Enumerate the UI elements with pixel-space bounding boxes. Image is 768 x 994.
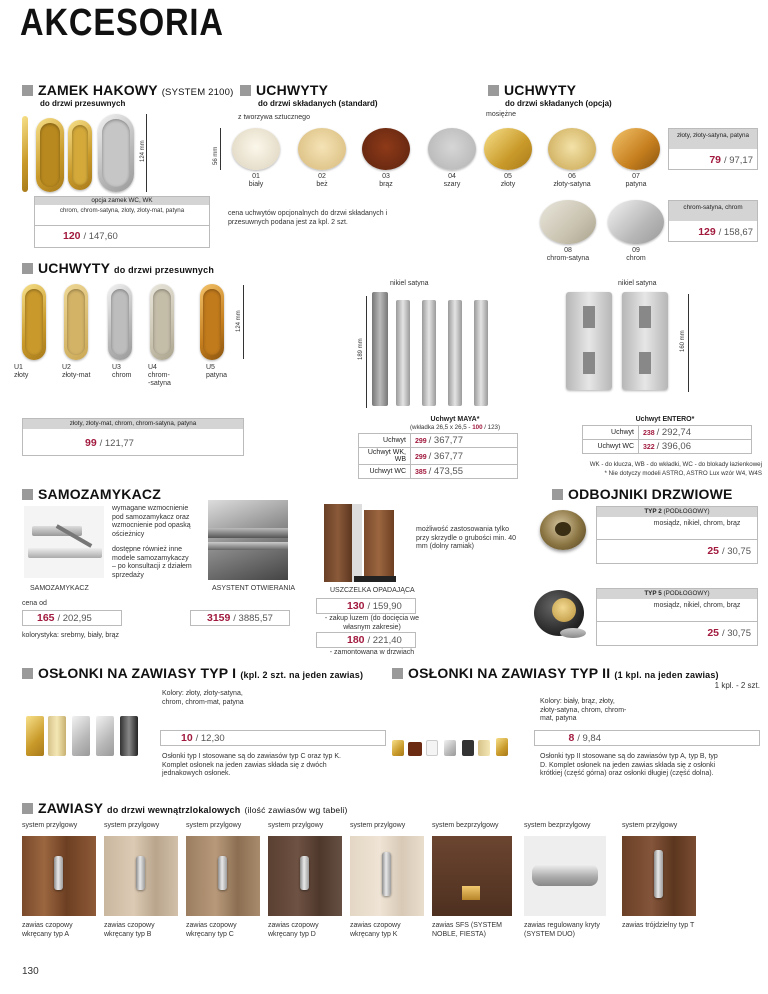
- samozamykacz-image: [24, 506, 104, 578]
- zamek-subtitle: do drzwi przesuwnych: [40, 99, 126, 108]
- uszczelka-label: USZCZELKA OPADAJĄCA: [330, 587, 415, 594]
- page-number: 130: [22, 966, 39, 977]
- handle-04: [428, 128, 476, 170]
- handle-09: [608, 200, 664, 244]
- oslonki1-image: [26, 712, 150, 756]
- uchwyty-opt-title: UCHWYTY: [488, 82, 576, 98]
- maya-finish: nikiel satyna: [390, 280, 429, 287]
- uchwyty-przes-title: UCHWYTY do drzwi przesuwnych: [22, 260, 214, 276]
- uchwyty-opt-note: mosiężne: [486, 111, 516, 118]
- zawias-k-system: system przylgowy: [350, 822, 406, 829]
- uchwyty-std-title: UCHWYTY: [240, 82, 328, 98]
- samozamykacz-price-box: 165 / 202,95: [22, 610, 122, 626]
- zawias-a-name: zawias czopowy wkręcany typ A: [22, 922, 73, 938]
- handle-u3: [108, 284, 132, 360]
- oslonki1-title: OSŁONKI NA ZAWIASY TYP I (kpl. 2 szt. na jeden zawias): [22, 665, 363, 681]
- oslonki2-desc: Osłonki typ II stosowane są do zawiasów typ A, typ B, typ D. Komplet osłonek na jeden zawias składa się z osłonki krótkiej (część górna) oraz osłonki długiej (część dolna).: [540, 753, 718, 777]
- oslonki1-price-box: 10 / 12,30: [160, 730, 386, 746]
- oslonki2-title: OSŁONKI NA ZAWIASY TYP II (1 kpl. na jeden zawias): [392, 665, 719, 681]
- page-title: AKCESORIA: [20, 2, 224, 44]
- handle-01: [232, 128, 280, 170]
- handle-u1: [22, 284, 46, 360]
- uszczelka-desc2: - zamontowana w drzwiach: [329, 649, 415, 656]
- zawias-duo-image: [524, 836, 606, 916]
- entero-footnote: * Nie dotyczy modeli ASTRO, ASTRO Lux wzór W4, W4S: [604, 470, 762, 477]
- samozamykacz-req: wymagane wzmocnienie pod samozamykacz oraz wzmocnienie pod opaską ościeżnicy: [112, 505, 191, 538]
- uchwyty-opt-subtitle: do drzwi składanych (opcja): [505, 99, 612, 108]
- zawias-a-system: system przylgowy: [22, 822, 78, 829]
- zawias-k-image: [350, 836, 424, 916]
- handle-07: [612, 128, 660, 170]
- odbojnik-typ5-image: [532, 588, 592, 648]
- maya-price-table: Uchwyt 299 / 367,77 Uchwyt WK, WB 299 / 367,77 Uchwyt WC 385 / 473,55: [358, 433, 518, 479]
- maya-title: Uchwyt MAYA*: [430, 416, 480, 423]
- handle-05: [484, 128, 532, 170]
- zawias-c-system: system przylgowy: [186, 822, 242, 829]
- samozamykacz-price-from: cena od: [22, 600, 47, 607]
- handle-02: [298, 128, 346, 170]
- asystent-image: [208, 500, 288, 580]
- zawias-t-system: system przylgowy: [622, 822, 678, 829]
- zamek-price-box: opcja zamek WC, WK chrom, chrom-satyna, złoty, złoty-mat, patyna 120 / 147,60: [34, 196, 210, 248]
- odbojnik-typ2-box: TYP 2 (PODŁOGOWY) mosiądz, nikiel, chrom, brąz 25 / 30,75: [596, 506, 758, 564]
- uszczelka-price2-box: 180 / 221,40: [316, 632, 416, 648]
- uchwyty-opt-box2: chrom-satyna, chrom 129 / 158,67: [668, 200, 758, 242]
- samozamykacz-title: SAMOZAMYKACZ: [22, 486, 161, 502]
- oslonki2-colors: Kolory: biały, brąz, złoty, złoty-satyna, chrom, chrom-mat, patyna: [540, 698, 627, 722]
- zawias-k-name: zawias czopowy wkręcany typ K: [350, 922, 401, 938]
- odbojnik-typ5-box: TYP 5 (PODŁOGOWY) mosiądz, nikiel, chrom, brąz 25 / 30,75: [596, 588, 758, 646]
- uchwyty-std-dim: 56 mm: [213, 146, 219, 165]
- zawias-c-image: [186, 836, 260, 916]
- oslonki2-kpl: 1 kpl. - 2 szt.: [714, 681, 760, 690]
- entero-image: [566, 292, 670, 392]
- maya-image: [372, 292, 492, 408]
- oslonki2-image: [392, 736, 528, 758]
- oslonki2-price-box: 8 / 9,84: [534, 730, 760, 746]
- zawias-b-system: system przylgowy: [104, 822, 160, 829]
- uszczelka-image: [324, 504, 408, 582]
- zawias-c-name: zawias czopowy wkręcany typ C: [186, 922, 237, 938]
- uchwyty-std-subtitle: do drzwi składanych (standard): [258, 99, 378, 108]
- odbojniki-title: ODBOJNIKI DRZWIOWE: [552, 486, 733, 502]
- entero-dim: 160 mm: [680, 330, 686, 352]
- zamek-image: [22, 112, 140, 194]
- zawias-d-name: zawias czopowy wkręcany typ D: [268, 922, 319, 938]
- handle-06: [548, 128, 596, 170]
- uchwyty-opt-box1: złoty, złoty-satyna, patyna 79 / 97,17: [668, 128, 758, 170]
- zawias-b-image: [104, 836, 178, 916]
- uchwyty-info: cena uchwytów opcjonalnych do drzwi składanych i przesuwnych podana jest za kpl. 2 szt.: [228, 210, 388, 226]
- odbojnik-typ2-image: [540, 510, 586, 550]
- zamek-dim: 124 mm: [140, 140, 146, 162]
- asystent-price-box: 3159 / 3885,57: [190, 610, 290, 626]
- entero-price-table: Uchwyt 238 / 292,74 Uchwyt WC 322 / 396,06: [582, 425, 752, 454]
- handle-08: [540, 200, 596, 244]
- asystent-label: ASYSTENT OTWIERANIA: [212, 585, 296, 592]
- zawias-t-image: [622, 836, 696, 916]
- zawiasy-title: ZAWIASY do drzwi wewnątrzlokalowych (ilość zawiasów wg tabeli): [22, 800, 348, 816]
- maya-note: (wkładka 26,5 x 26,5 - 100 / 123): [409, 424, 501, 431]
- zawias-sfs-system: system bezprzylgowy: [432, 822, 499, 829]
- zawias-duo-system: system bezprzylgowy: [524, 822, 591, 829]
- oslonki1-colors: Kolory: złoty, złoty-satyna, chrom, chrom-mat, patyna: [162, 690, 244, 706]
- maya-dim: 189 mm: [358, 338, 364, 360]
- oslonki1-desc: Osłonki typ I stosowane są do zawiasów typ C oraz typ K. Komplet osłonek na jeden zawias składa się z dwóch jednakowych osłonek.: [162, 753, 341, 777]
- zawias-a-image: [22, 836, 96, 916]
- zawias-t-name: zawias trójdzielny typ T: [622, 922, 695, 929]
- uchwyty-przes-dim: 124 mm: [236, 310, 242, 332]
- zawias-sfs-name: zawias SFS (SYSTEM NOBLE, FIESTA): [432, 922, 503, 938]
- entero-title: Uchwyt ENTERO*: [635, 416, 695, 423]
- handle-u5: [200, 284, 224, 360]
- handle-u2: [64, 284, 88, 360]
- samozamykacz-avail: dostępne również inne modele samozamykaczy – po konsultacji z działem sprzedaży: [112, 546, 192, 579]
- uchwyty-std-note: z tworzywa sztucznego: [238, 114, 310, 121]
- handle-03: [362, 128, 410, 170]
- entero-finish: nikiel satyna: [618, 280, 657, 287]
- zawias-b-name: zawias czopowy wkręcany typ B: [104, 922, 155, 938]
- samozamykacz-label: SAMOZAMYKACZ: [30, 585, 89, 592]
- zawias-duo-name: zawias regulowany kryty (SYSTEM DUO): [524, 922, 600, 938]
- uchwyty-przes-box: złoty, złoty-mat, chrom, chrom-satyna, patyna 99 / 121,77: [22, 418, 244, 456]
- zawias-sfs-image: [432, 836, 512, 916]
- zawias-d-image: [268, 836, 342, 916]
- uszczelka-price1-box: 130 / 159,90: [316, 598, 416, 614]
- zamek-price: 120: [63, 230, 81, 242]
- uszczelka-desc1: - zakup luzem (do docięcia we własnym zakresie): [324, 615, 420, 631]
- handle-u4: [150, 284, 174, 360]
- entero-legend: WK - do klucza, WB - do wkładki, WC - do blokady łazienkowej: [589, 461, 762, 468]
- uszczelka-note: możliwość zastosowania tylko przy skrzydle o grubości min. 40 mm (dolny ramiak): [416, 526, 516, 550]
- zamek-title: ZAMEK HAKOWY (SYSTEM 2100): [22, 82, 233, 98]
- zawias-d-system: system przylgowy: [268, 822, 324, 829]
- samozamykacz-colors: kolorystyka: srebrny, biały, brąz: [22, 632, 119, 639]
